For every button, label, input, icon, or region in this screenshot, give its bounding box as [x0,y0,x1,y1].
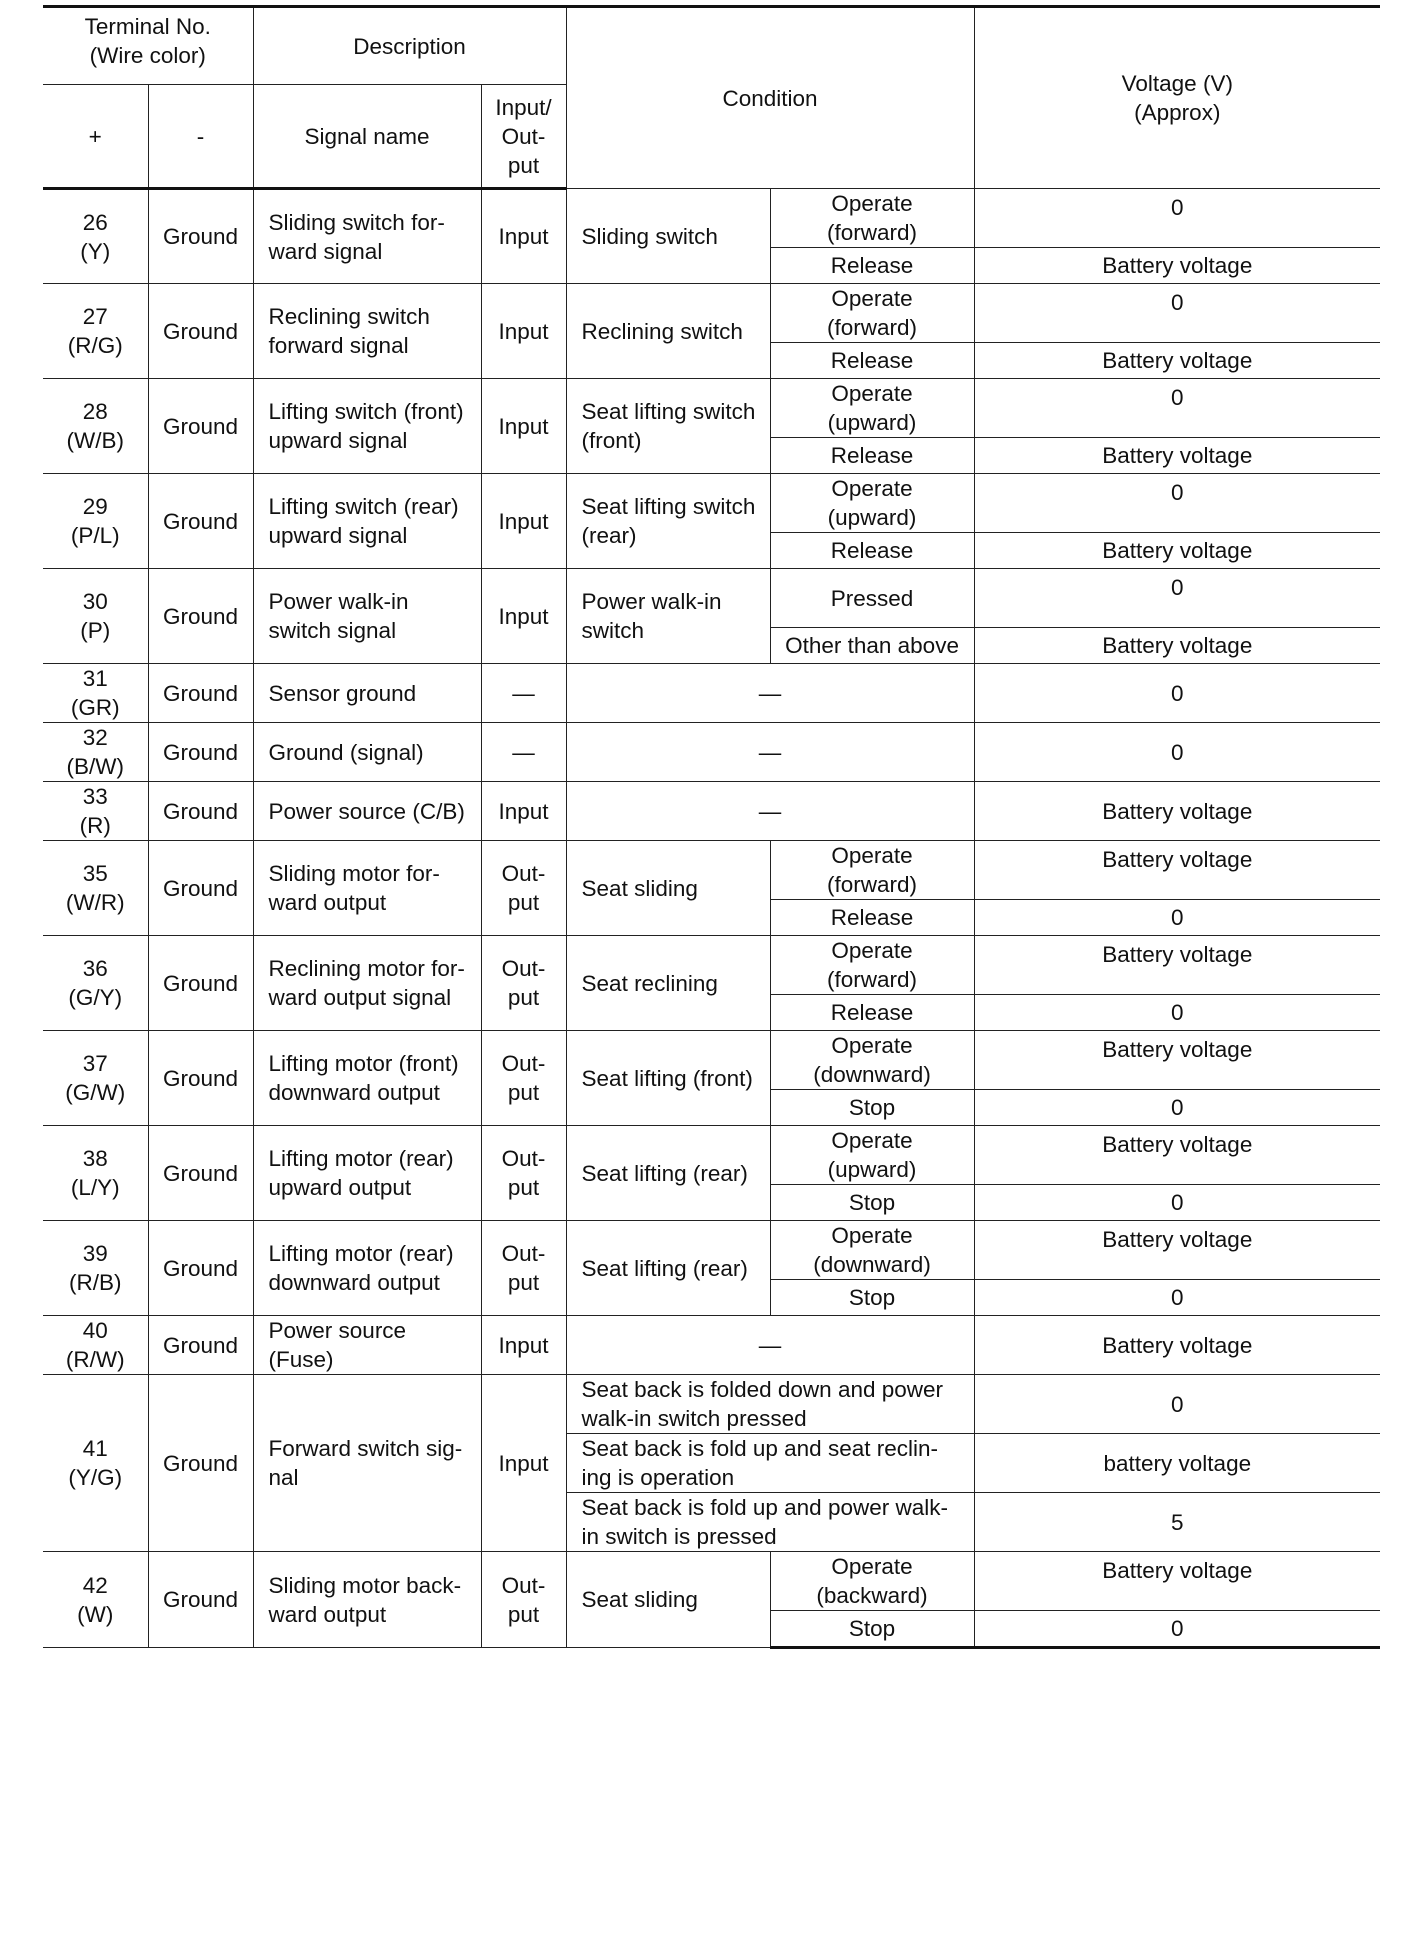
state-cell: Release [770,995,974,1031]
state-cell: Release [770,438,974,474]
ground-cell: Ground [148,664,253,723]
condition-cell: Seat lifting (rear) [566,1126,770,1221]
condition-cell: Seat lifting (rear) [566,1221,770,1316]
ground-cell: Ground [148,1375,253,1552]
voltage-cell: Battery voltage [974,248,1380,284]
table-row [43,1552,1380,1611]
table-row [43,664,1380,723]
signal-name-cell: Sliding switch for- ward signal [253,189,481,284]
io-cell: Out- put [481,936,566,1031]
voltage-cell: 0 [974,474,1380,533]
table-row [43,1126,1380,1185]
table-row [43,1316,1380,1375]
ground-cell: Ground [148,936,253,1031]
table-row [43,284,1380,343]
voltage-cell: Battery voltage [974,1552,1380,1611]
ground-cell: Ground [148,1031,253,1126]
state-cell: Stop [770,1185,974,1221]
state-cell: Stop [770,1090,974,1126]
table-row [43,379,1380,438]
header-io: Input/ Out- put [481,85,566,189]
terminal-cell: 32 (B/W) [43,723,148,782]
voltage-cell: 0 [974,1090,1380,1126]
table-row [43,569,1380,628]
state-cell: Other than above [770,628,974,664]
io-cell: Input [481,379,566,474]
voltage-cell: 0 [974,1611,1380,1648]
table-row [43,723,1380,782]
signal-name-cell: Lifting switch (rear) upward signal [253,474,481,569]
state-cell: Operate (forward) [770,936,974,995]
table-row [43,782,1380,841]
signal-name-cell: Lifting motor (rear) upward output [253,1126,481,1221]
voltage-cell: 5 [974,1493,1380,1552]
terminal-cell: 40 (R/W) [43,1316,148,1375]
voltage-cell: Battery voltage [974,1221,1380,1280]
condition-cell: Sliding switch [566,189,770,284]
condition-cell: — [566,1316,974,1375]
condition-cell: Seat back is fold up and power walk- in switch is pressed [566,1493,974,1552]
condition-cell: — [566,723,974,782]
header-description: Description [253,7,566,85]
condition-cell: Seat sliding [566,841,770,936]
io-cell: Out- put [481,1221,566,1316]
state-cell: Release [770,343,974,379]
condition-cell: Seat lifting switch (rear) [566,474,770,569]
state-cell: Operate (forward) [770,841,974,900]
state-cell: Stop [770,1280,974,1316]
ground-cell: Ground [148,189,253,284]
voltage-cell: battery voltage [974,1434,1380,1493]
table-row [43,474,1380,533]
condition-cell: Reclining switch [566,284,770,379]
terminal-cell: 28 (W/B) [43,379,148,474]
ground-cell: Ground [148,841,253,936]
terminal-cell: 37 (G/W) [43,1031,148,1126]
ground-cell: Ground [148,284,253,379]
voltage-cell: 0 [974,1185,1380,1221]
ground-cell: Ground [148,474,253,569]
voltage-cell: 0 [974,1375,1380,1434]
state-cell: Stop [770,1611,974,1648]
condition-cell: Seat back is fold up and seat reclin- ing is operation [566,1434,974,1493]
signal-name-cell: Ground (signal) [253,723,481,782]
table-body [43,189,1380,1648]
io-cell: Input [481,569,566,664]
voltage-cell: Battery voltage [974,1316,1380,1375]
terminal-cell: 33 (R) [43,782,148,841]
header-plus: + [43,85,148,189]
table-row [43,189,1380,248]
signal-name-cell: Sliding motor for- ward output [253,841,481,936]
voltage-cell: Battery voltage [974,782,1380,841]
voltage-cell: 0 [974,664,1380,723]
terminal-cell: 30 (P) [43,569,148,664]
signal-name-cell: Sliding motor back- ward output [253,1552,481,1648]
io-cell: Out- put [481,1126,566,1221]
state-cell: Pressed [770,569,974,628]
io-cell: Out- put [481,841,566,936]
voltage-cell: 0 [974,900,1380,936]
state-cell: Release [770,248,974,284]
state-cell: Operate (backward) [770,1552,974,1611]
voltage-cell: Battery voltage [974,1126,1380,1185]
ground-cell: Ground [148,379,253,474]
header-signal-name: Signal name [253,85,481,189]
state-cell: Operate (upward) [770,379,974,438]
signal-name-cell: Lifting switch (front) upward signal [253,379,481,474]
io-cell: Out- put [481,1552,566,1648]
table-row [43,841,1380,900]
terminal-cell: 42 (W) [43,1552,148,1648]
terminal-cell: 26 (Y) [43,189,148,284]
ground-cell: Ground [148,782,253,841]
header-condition: Condition [566,7,974,189]
terminal-table [43,5,1380,1649]
state-cell: Release [770,900,974,936]
state-cell: Operate (upward) [770,474,974,533]
terminal-cell: 31 (GR) [43,664,148,723]
state-cell: Operate (forward) [770,284,974,343]
signal-name-cell: Lifting motor (rear) downward output [253,1221,481,1316]
ground-cell: Ground [148,569,253,664]
table-row [43,1031,1380,1090]
terminal-cell: 36 (G/Y) [43,936,148,1031]
signal-name-cell: Power source (C/B) [253,782,481,841]
signal-name-cell: Sensor ground [253,664,481,723]
state-cell: Operate (forward) [770,189,974,248]
ground-cell: Ground [148,1316,253,1375]
io-cell: Input [481,284,566,379]
terminal-cell: 39 (R/B) [43,1221,148,1316]
io-cell: Input [481,1316,566,1375]
voltage-cell: 0 [974,995,1380,1031]
condition-cell: Seat lifting (front) [566,1031,770,1126]
condition-cell: — [566,782,974,841]
terminal-cell: 41 (Y/G) [43,1375,148,1552]
terminal-cell: 38 (L/Y) [43,1126,148,1221]
ground-cell: Ground [148,723,253,782]
signal-name-cell: Forward switch sig- nal [253,1375,481,1552]
table-row [43,1221,1380,1280]
terminal-cell: 29 (P/L) [43,474,148,569]
signal-name-cell: Reclining switch forward signal [253,284,481,379]
voltage-cell: 0 [974,569,1380,628]
io-cell: Input [481,1375,566,1552]
condition-cell: Seat lifting switch (front) [566,379,770,474]
signal-name-cell: Reclining motor for- ward output signal [253,936,481,1031]
voltage-cell: 0 [974,723,1380,782]
voltage-cell: Battery voltage [974,1031,1380,1090]
voltage-cell: Battery voltage [974,628,1380,664]
condition-cell: Power walk-in switch [566,569,770,664]
ground-cell: Ground [148,1552,253,1648]
io-cell: Out- put [481,1031,566,1126]
signal-name-cell: Power source (Fuse) [253,1316,481,1375]
state-cell: Operate (downward) [770,1221,974,1280]
io-cell: Input [481,782,566,841]
state-cell: Release [770,533,974,569]
io-cell: Input [481,189,566,284]
voltage-cell: Battery voltage [974,841,1380,900]
io-cell: Input [481,474,566,569]
condition-cell: Seat sliding [566,1552,770,1648]
voltage-cell: 0 [974,284,1380,343]
condition-cell: Seat back is folded down and power walk-in switch pressed [566,1375,974,1434]
io-cell: — [481,723,566,782]
header-minus: - [148,85,253,189]
signal-name-cell: Lifting motor (front) downward output [253,1031,481,1126]
condition-cell: — [566,664,974,723]
ground-cell: Ground [148,1126,253,1221]
table-row [43,1375,1380,1434]
terminal-cell: 35 (W/R) [43,841,148,936]
signal-name-cell: Power walk-in switch signal [253,569,481,664]
table-row [43,936,1380,995]
voltage-cell: Battery voltage [974,936,1380,995]
condition-cell: Seat reclining [566,936,770,1031]
voltage-cell: 0 [974,379,1380,438]
header-voltage: Voltage (V) (Approx) [974,7,1380,189]
voltage-cell: 0 [974,189,1380,248]
voltage-cell: Battery voltage [974,438,1380,474]
voltage-cell: Battery voltage [974,343,1380,379]
terminal-cell: 27 (R/G) [43,284,148,379]
state-cell: Operate (downward) [770,1031,974,1090]
header-terminal: Terminal No. (Wire color) [43,7,253,85]
io-cell: — [481,664,566,723]
state-cell: Operate (upward) [770,1126,974,1185]
ground-cell: Ground [148,1221,253,1316]
voltage-cell: Battery voltage [974,533,1380,569]
voltage-cell: 0 [974,1280,1380,1316]
